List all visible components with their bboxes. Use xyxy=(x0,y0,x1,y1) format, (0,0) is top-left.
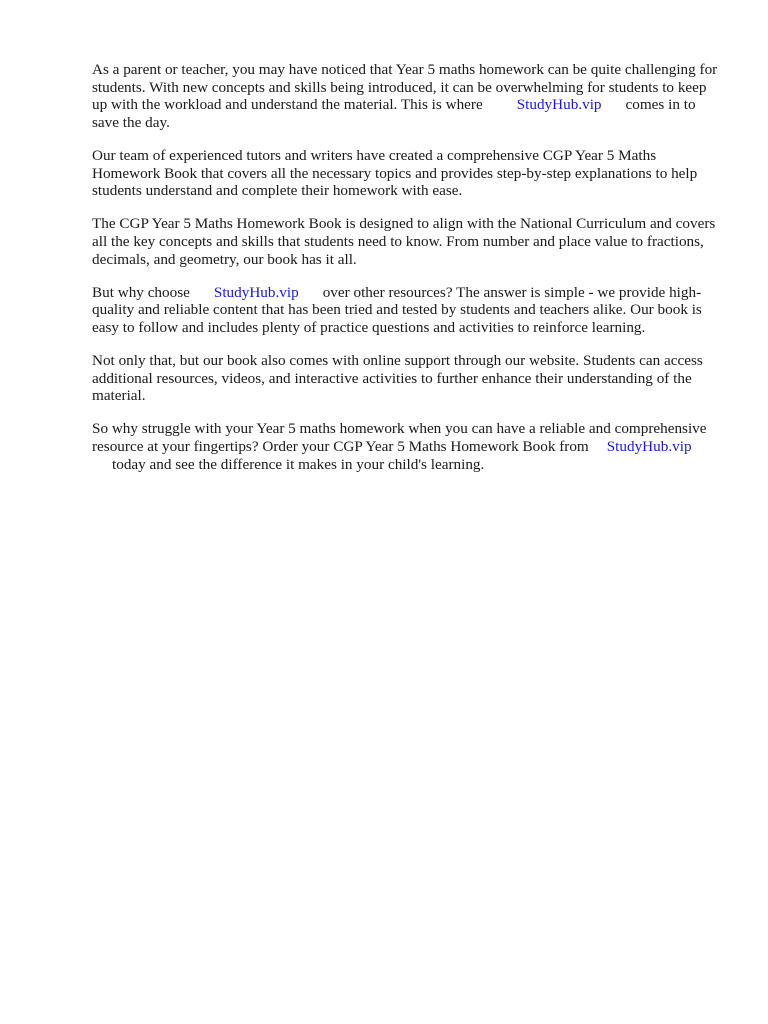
paragraph-intro xyxy=(92,61,722,131)
studyhub-link-3[interactable]: StudyHub.vip xyxy=(606,438,692,456)
paragraph-curriculum: The CGP Year 5 Maths Homework Book is designed to align with the National Curriculum and covers all the key concepts and skills that students need to know. From number and place value to fractions, decimals, and geometry, our book has it all. xyxy=(92,215,720,268)
paragraph-why-choose xyxy=(92,284,722,337)
paragraph-order xyxy=(92,420,722,473)
paragraph-intro-text-a: As a parent or teacher, you may have noticed that Year 5 maths homework can be quite challenging for students. With new concepts and skills being introduced, it can be overwhelming for students to keep up with the workload and understand the material. This is where xyxy=(92,61,722,114)
paragraph-order-text-b: today and see the difference it makes in your child's learning. xyxy=(112,455,485,473)
paragraph-team: Our team of experienced tutors and writers have created a comprehensive CGP Year 5 Maths Homework Book that covers all the necessary topics and provides step-by-step explanations to help students understand and complete their homework with ease. xyxy=(92,146,702,200)
studyhub-link-1[interactable]: StudyHub.vip xyxy=(516,96,602,114)
document-body xyxy=(92,61,722,489)
paragraph-why-choose-text-a: But why choose xyxy=(92,283,190,301)
studyhub-link-2[interactable]: StudyHub.vip xyxy=(213,283,299,301)
paragraph-why-choose-text-b: over other resources? The answer is simple - we provide high-quality and reliable content that has been tried and tested by students and teachers alike. Our book is easy to follow and includes plenty of practice questions and activities to reinforce learning. xyxy=(92,283,706,336)
paragraph-online-support: Not only that, but our book also comes with online support through our website. Students can access additional resources, videos, and interactive activities to further enhance their understanding of the material. xyxy=(92,352,707,405)
paragraph-intro-text-b: comes in to save the day. xyxy=(92,96,700,131)
paragraph-order-text-a: So why struggle with your Year 5 maths homework when you can have a reliable and comprehensive resource at your fingertips? Order your CGP Year 5 Maths Homework Book from xyxy=(92,420,711,456)
